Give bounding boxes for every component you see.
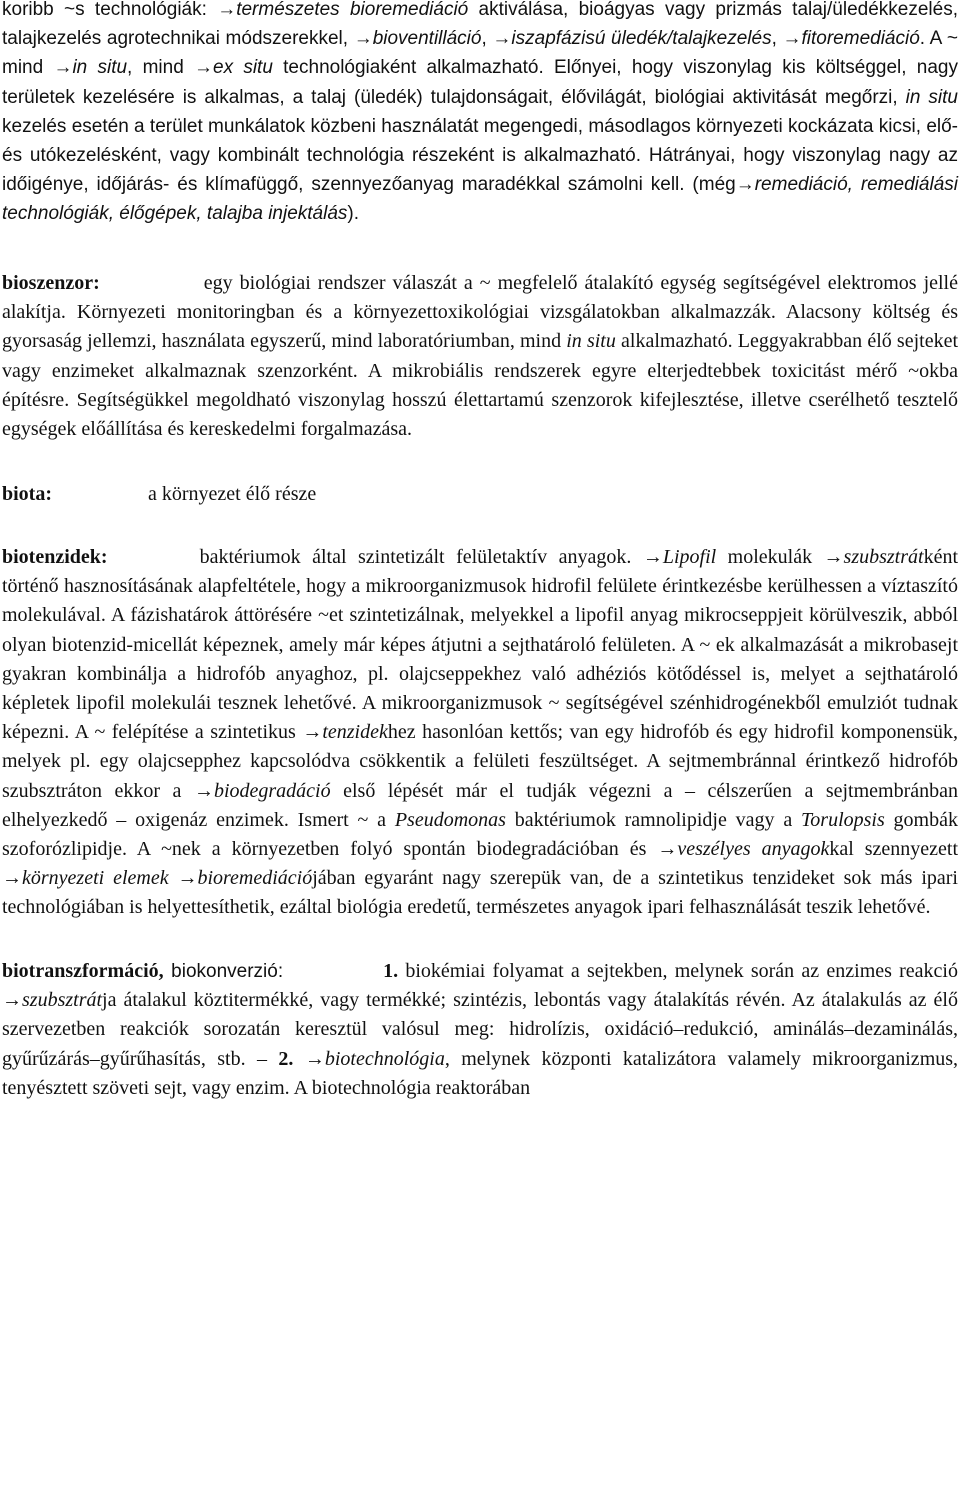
crossref-link[interactable]: szubsztrát [843, 546, 924, 568]
arrow-icon: → [194, 57, 214, 79]
italic-text: in situ [566, 330, 616, 353]
arrow-icon: → [642, 546, 663, 568]
text: jában egyaránt nagy szerepük van, de a szintetikus tenzideket sok más ipari technológiában is helyettesíthetik, ezáltal biológia eredetű, természetes anyagok ipari felhasználását teszik lehetővé. [2, 867, 958, 919]
entry-bioszenzor [2, 269, 958, 444]
crossref-link[interactable]: bioremediáció [197, 867, 313, 890]
entry-biota [2, 480, 958, 509]
arrow-icon: → [304, 1047, 325, 1070]
arrow-icon: → [2, 989, 22, 1012]
arrow-icon: → [735, 174, 755, 196]
text: molekulák [716, 546, 824, 568]
crossref-link[interactable]: biotechnológia [324, 1047, 445, 1070]
crossref-link[interactable]: remediáció, remediálási technológiák, élőgépek, talajba injektálás [2, 174, 958, 225]
text: koribb ~s technológiák: [2, 0, 218, 20]
crossref-link[interactable]: veszélyes anyagok [677, 838, 830, 861]
arrow-icon: → [177, 867, 198, 890]
arrow-icon: → [492, 28, 512, 50]
arrow-icon: → [2, 867, 22, 890]
crossref-link[interactable]: tenzidek [322, 721, 388, 744]
sense-number: 1. [383, 960, 399, 982]
text: aktiválása, bioágyas vagy prizmás talaj/üledékkezelés, talajkezelés agrotechnikai módszerekkel, [2, 0, 958, 50]
text: , melynek központi katalizátora valamely mikroorganizmus, tenyésztett szöveti sejt, vagy enzim. A biotechnológia reaktorában [2, 1047, 959, 1099]
entry-alias: biokonverzió: [163, 961, 284, 982]
crossref-link[interactable]: in situ [72, 57, 128, 79]
entry-term: biota: [2, 483, 52, 505]
crossref-link[interactable]: Lipofil [662, 546, 717, 568]
italic-text: Pseudomonas [394, 808, 506, 831]
italic-text: Torulopsis [801, 808, 885, 831]
text: baktériumok által szintetizált felületaktív anyagok. [199, 546, 643, 568]
text [293, 1048, 304, 1070]
crossref-link[interactable]: fitoremediáció [801, 28, 920, 50]
entry-term: biotranszformáció, [2, 960, 164, 982]
text: baktériumok ramnolipidje vagy a [505, 808, 801, 831]
text: , [771, 28, 783, 50]
entry-biotenzidek [2, 543, 958, 923]
text: , [481, 28, 493, 50]
arrow-icon: → [217, 0, 237, 20]
dash: – [257, 1047, 267, 1070]
crossref-link[interactable]: bioventilláció [372, 28, 482, 50]
sense-number: 2. [278, 1047, 294, 1070]
text: alkalmazható. Leggyakrabban élő sejteket vagy enzimeket alkalmaznak szenzorként. A mikrobiális rendszerek egyre elterjedtebbek toxicitást mérő ~okba építésre. Segítségükkel megoldható viszonylag hosszú élettartamú szenzorok kifejlesztése, illetve cserélhető tesztelő egységek előállítása és kereskedelmi forgalmazása. [2, 330, 958, 441]
text: technológiaként alkalmazható. Előnyei, hogy viszonylag kis költséggel, nagy területek kezelésére is alkalmas, a talaj (üledék) tulajdonságait, élővilágát, biológiai aktivitását megőrzi, [2, 57, 958, 108]
text: kezelés esetén a terület munkálatok közbeni használatát megengedi, másodlagos környezeti kockázata kicsi, elő- és utókezelésként, vagy kombinált technológia részeként is alkalmazható. Hátrányai, hogy viszonylag nagy az időigénye, időjárás- és klímafüggő, szennyezőanyag maradékkal számolni kell. (még [2, 115, 958, 196]
entry-bioremediacio-continuation [2, 0, 958, 229]
crossref-link[interactable]: környezeti elemek [22, 867, 169, 890]
crossref-link[interactable]: ex situ [213, 57, 273, 79]
arrow-icon: → [782, 28, 802, 50]
text: ). [347, 203, 360, 225]
arrow-icon: → [353, 28, 373, 50]
text: . A ~ mind [2, 28, 959, 79]
text: első lépését már el tudják végezni a – célszerűen a sejtmembránban elhelyezkedő – oxigenáz enzimek. Ismert ~ a [2, 779, 959, 831]
text: a környezet élő része [148, 483, 317, 505]
crossref-link[interactable]: természetes bioremediáció [236, 0, 469, 20]
arrow-icon: → [193, 779, 214, 802]
text: , mind [127, 57, 195, 79]
crossref-link[interactable]: iszapfázisú üledék/talajkezelés [511, 28, 772, 50]
italic-text: in situ [905, 86, 958, 108]
text: kal szennyezett [829, 838, 958, 861]
crossref-link[interactable]: biodegradáció [213, 779, 331, 802]
arrow-icon: → [823, 546, 844, 568]
text: ja átalakul köztitermékké, vagy termékké; szintézis, lebontás vagy átalakítás révén. Az átalakulás az élő szervezetben reakciók sorozatán keresztül valósul meg: hidrolízis, oxidáció–redukció, aminálás–dezaminálás, gyűrűzárás–gyűrűhasítás, stb. [2, 989, 958, 1070]
text: ként történő hasznosításának alapfeltétele, hogy a mikroorganizmusok hidrofil felülete érintkezésbe kerülhessen a víztaszító molekulával. A fázishatárok áttörésére ~et szintetizálnak, melyekkel a lipofil anyag mikrocseppjeit körülveszik, abból olyan biotenzid-micellát képeznek, amely már képes átjutni a sejthatároló felületen. A ~ ek alkalmazását a mikrobasejt gyakran kombinálja a hidrofób anyaghoz, pl. olajcseppekhez való adhéziós kötődéssel is, melyet a sejthatároló képletek lipofil molekulái tesznek lehetővé. A mikroorganizmusok ~ segítségével szénhidrogénekből emulziót tudnak képezni. A ~ felépítése a szintetikus [2, 546, 958, 744]
arrow-icon: → [53, 57, 73, 79]
text: egy biológiai rendszer válaszát a ~ megfelelő átalakító egység segítségével elektromos jellé alakítja. Környezeti monitoringban és a környezettoxikológiai vizsgálatokban alkalmazzák. Alacsony költség és gyorsaság jellemzi, használata egyszerű, mind laboratóriumban, mind [2, 272, 958, 353]
entry-biotranszformacio [2, 957, 958, 1103]
crossref-link[interactable]: szubsztrát [22, 989, 103, 1012]
entry-term: biotenzidek: [2, 546, 108, 568]
text: biokémiai folyamat a sejtekben, melynek során az enzimes reakció [398, 960, 958, 982]
arrow-icon: → [302, 721, 323, 744]
arrow-icon: → [657, 838, 678, 861]
text: hez hasonlóan kettős; van egy hidrofób és egy hidrofil komponensük, melyek pl. egy olajcsepphez kapcsolódva csökkentik a felületi feszültséget. A sejtmembránnal érintkező hidrofób szubsztráton ekkor a [2, 721, 958, 802]
text: gombák szoforózlipidje. A ~nek a környezetben folyó spontán biodegradációban és [2, 808, 958, 861]
entry-term: bioszenzor: [2, 272, 100, 294]
